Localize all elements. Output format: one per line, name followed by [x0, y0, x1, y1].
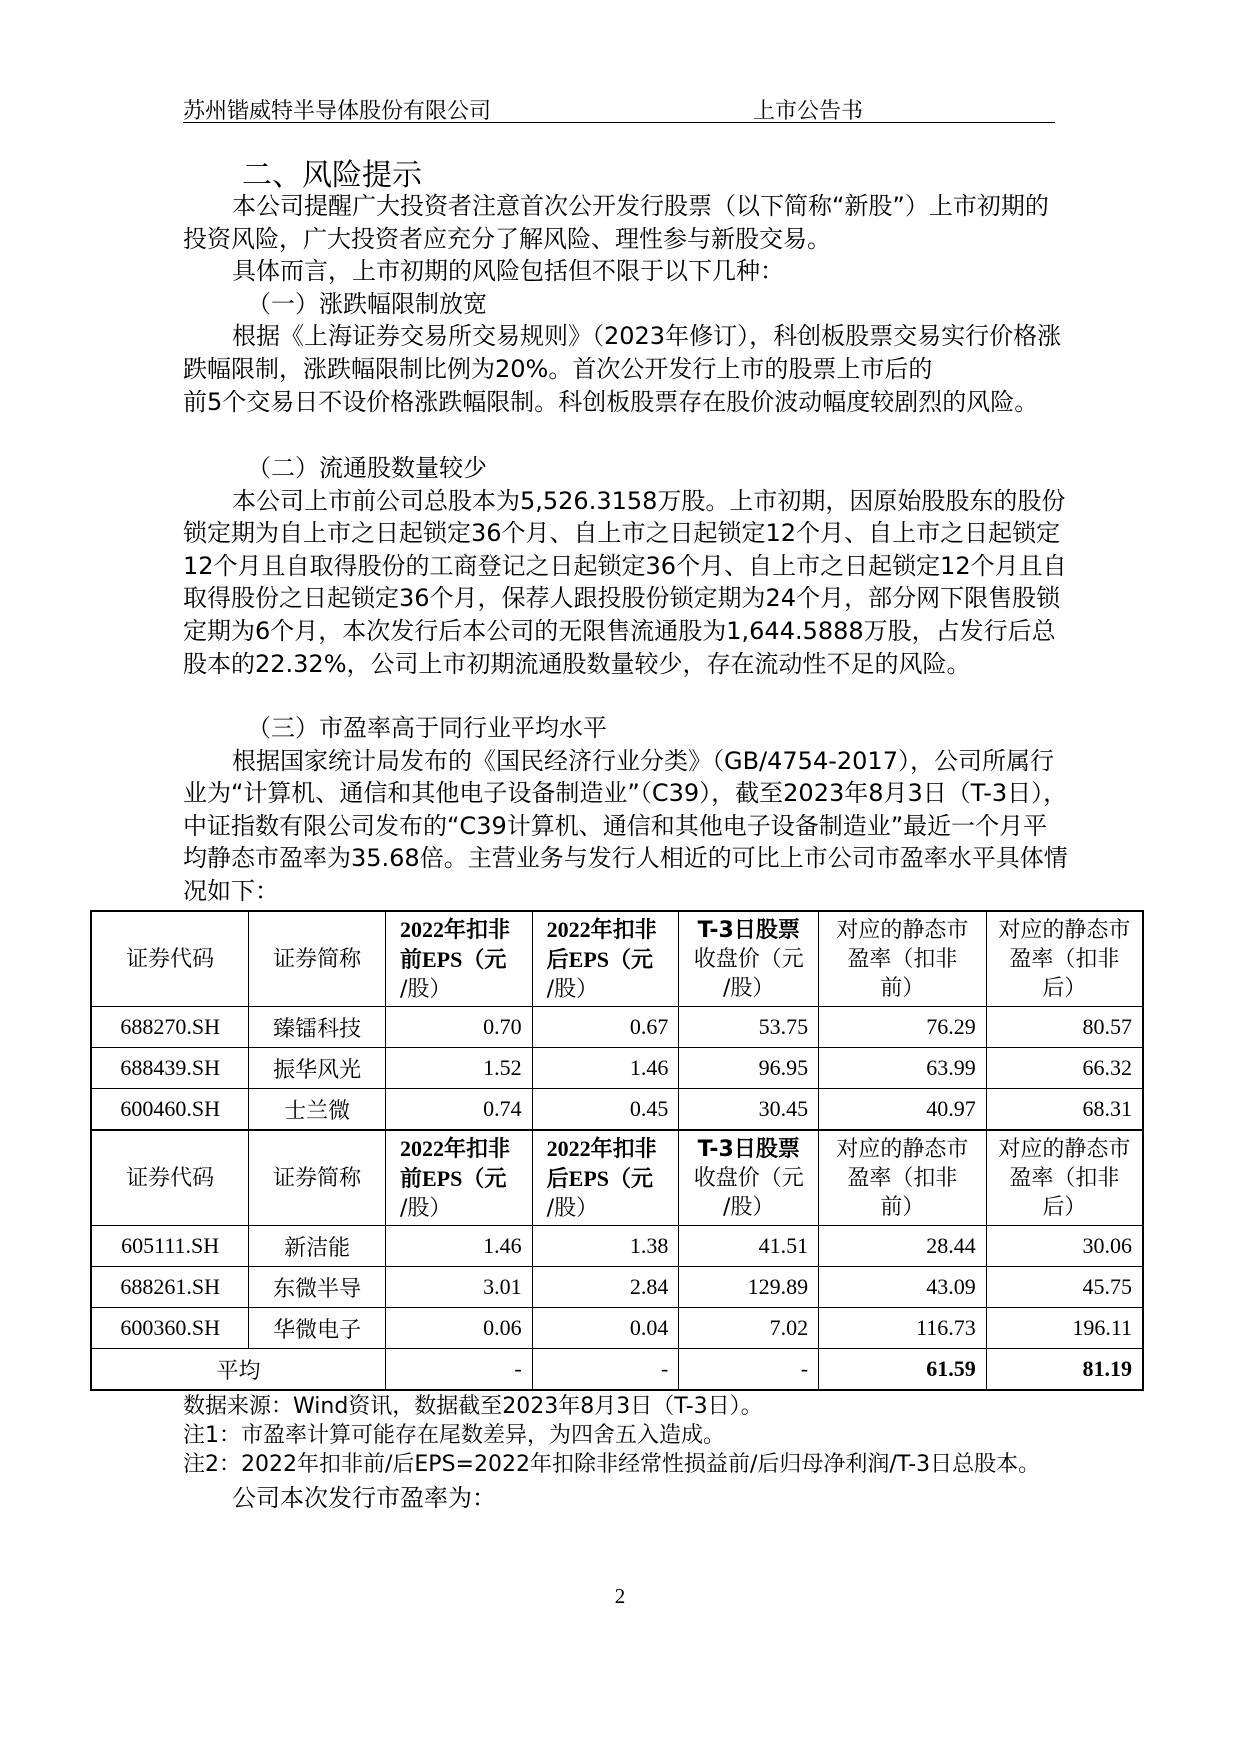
cell-eps-before: 3.01: [385, 1267, 532, 1308]
intro-block: [183, 190, 1068, 418]
intro-paragraph: 本公司提醒广大投资者注意首次公开发行股票（以下简称“新股”）上市初期的投资风险，广大投资者应充分了解风险、理性参与新股交易。: [183, 192, 1049, 253]
cell-eps-before: 1.52: [385, 1048, 532, 1089]
cell-eps-before: 1.46: [385, 1226, 532, 1267]
data-source-note: 数据来源：Wind资讯，数据截至2023年8月3日（T-3日）。: [183, 1394, 763, 1419]
cell-price: 96.95: [679, 1048, 819, 1089]
closing-line: 公司本次发行市盈率为：: [232, 1484, 496, 1512]
cell-price: 30.45: [679, 1089, 819, 1131]
cell-pe-before: 40.97: [819, 1089, 987, 1131]
table-header-row-repeat: [91, 1130, 1143, 1226]
header-name: 证券简称: [249, 911, 386, 1007]
page-header: [183, 92, 1055, 123]
cell-eps-before: 0.74: [385, 1089, 532, 1131]
average-price: -: [679, 1349, 819, 1391]
cell-name: 臻镭科技: [249, 1007, 386, 1048]
cell-code: 688261.SH: [91, 1267, 249, 1308]
average-eps-after: -: [532, 1349, 679, 1391]
cell-pe-before: 43.09: [819, 1267, 987, 1308]
cell-name: 华微电子: [249, 1308, 386, 1349]
pe-comparison-table: [90, 910, 1144, 1391]
header-pe-after: 对应的静态市 盈率（扣非 后）: [986, 1130, 1143, 1226]
table-average-row: [91, 1349, 1143, 1391]
table-row: [91, 1226, 1143, 1267]
cell-pe-after: 66.32: [986, 1048, 1143, 1089]
cell-price: 7.02: [679, 1308, 819, 1349]
header-eps-before: 2022年扣非 前EPS（元 /股）: [385, 1130, 532, 1226]
table-notes: [183, 1392, 1040, 1479]
header-pe-before: 对应的静态市 盈率（扣非 前）: [819, 911, 987, 1007]
cell-name: 士兰微: [249, 1089, 386, 1131]
table-row: [91, 1007, 1143, 1048]
risk2-paragraph: 本公司上市前公司总股本为5,526.3158万股。上市初期，因原始股股东的股份锁定期为自上市之日起锁定36个月、自上市之日起锁定12个月、自上市之日起锁定12个月且自取得股份的工商登记之日起锁定36个月、自上市之日起锁定12个月且自取得股份之日起锁定36个月，保荐人跟投股份锁定期为24个月，部分网下限售股锁定期为6个月，本次发行后本公司的无限售流通股为1,644.5888万股，占发行后总股本的22.32%，公司上市初期流通股数量较少，存在流动性不足的风险。: [183, 486, 1067, 678]
table-row: [91, 1089, 1143, 1131]
header-price: T-3日股票 收盘价（元 /股）: [679, 911, 819, 1007]
table-row: [91, 1308, 1143, 1349]
cell-eps-after: 0.67: [532, 1007, 679, 1048]
cell-eps-after: 1.46: [532, 1048, 679, 1089]
cell-eps-before: 0.06: [385, 1308, 532, 1349]
cell-pe-before: 63.99: [819, 1048, 987, 1089]
cell-eps-before: 0.70: [385, 1007, 532, 1048]
cell-name: 振华风光: [249, 1048, 386, 1089]
cell-pe-before: 76.29: [819, 1007, 987, 1048]
page-number: 2: [614, 1584, 626, 1608]
risk2-title: （二）流通股数量较少: [247, 454, 487, 482]
cell-price: 41.51: [679, 1226, 819, 1267]
table-header-row: [91, 911, 1143, 1007]
cell-eps-after: 0.45: [532, 1089, 679, 1131]
cell-code: 600460.SH: [91, 1089, 249, 1131]
average-pe-before: 61.59: [819, 1349, 987, 1391]
average-eps-before: -: [385, 1349, 532, 1391]
note-1: 注1：市盈率计算可能存在尾数差异，为四舍五入造成。: [183, 1423, 725, 1448]
cell-eps-after: 2.84: [532, 1267, 679, 1308]
note-2: 注2：2022年扣非前/后EPS=2022年扣除非经常性损益前/后归母净利润/T-3日总股本。: [183, 1452, 1041, 1477]
cell-pe-after: 80.57: [986, 1007, 1143, 1048]
table-row: [91, 1048, 1143, 1089]
risk1-title: （一）涨跌幅限制放宽: [247, 289, 487, 318]
table-row: [91, 1267, 1143, 1308]
cell-pe-after: 30.06: [986, 1226, 1143, 1267]
header-name: 证券简称: [249, 1130, 386, 1226]
header-pe-before: 对应的静态市 盈率（扣非 前）: [819, 1130, 987, 1226]
intro-list-lead: 具体而言，上市初期的风险包括但不限于以下几种：: [232, 257, 784, 286]
cell-code: 600360.SH: [91, 1308, 249, 1349]
cell-pe-after: 196.11: [986, 1308, 1143, 1349]
average-label: 平均: [91, 1349, 385, 1391]
cell-eps-after: 0.04: [532, 1308, 679, 1349]
header-pe-after: 对应的静态市 盈率（扣非 后）: [986, 911, 1143, 1007]
cell-price: 53.75: [679, 1007, 819, 1048]
header-eps-after: 2022年扣非 后EPS（元 /股）: [532, 911, 679, 1007]
risk3-paragraph: 根据国家统计局发布的《国民经济行业分类》（GB/4754-2017），公司所属行业为“计算机、通信和其他电子设备制造业”（C39），截至2023年8月3日（T-3日），中证指数有限公司发布的“C39计算机、通信和其他电子设备制造业”最近一个月平均静态市盈率为35.68倍。主营业务与发行人相近的可比上市公司市盈率水平具体情况如下：: [183, 746, 1068, 905]
risk2-block: [183, 452, 1068, 680]
cell-name: 新洁能: [249, 1226, 386, 1267]
cell-name: 东微半导: [249, 1267, 386, 1308]
header-code: 证券代码: [91, 1130, 249, 1226]
header-doc-type: 上市公告书: [753, 99, 864, 124]
header-price: T-3日股票 收盘价（元 /股）: [679, 1130, 819, 1226]
cell-eps-after: 1.38: [532, 1226, 679, 1267]
header-eps-before: 2022年扣非 前EPS（元 /股）: [385, 911, 532, 1007]
cell-price: 129.89: [679, 1267, 819, 1308]
header-eps-after: 2022年扣非 后EPS（元 /股）: [532, 1130, 679, 1226]
average-pe-after: 81.19: [986, 1349, 1143, 1391]
risk1-paragraph-a: 根据《上海证券交易所交易规则》（2023年修订），科创板股票交易实行价格涨跌幅限制，涨跌幅限制比例为20%。首次公开发行上市的股票上市后的: [183, 322, 1062, 383]
cell-pe-after: 45.75: [986, 1267, 1143, 1308]
cell-pe-after: 68.31: [986, 1089, 1143, 1131]
risk3-block: [183, 712, 1068, 908]
cell-code: 605111.SH: [91, 1226, 249, 1267]
cell-pe-before: 116.73: [819, 1308, 987, 1349]
risk3-title: （三）市盈率高于同行业平均水平: [247, 714, 607, 742]
cell-code: 688439.SH: [91, 1048, 249, 1089]
cell-pe-before: 28.44: [819, 1226, 987, 1267]
section-title: 二、风险提示: [242, 158, 422, 193]
risk1-paragraph-b: 前5个交易日不设价格涨跌幅限制。科创板股票存在股价波动幅度较剧烈的风险。: [183, 387, 1039, 416]
header-code: 证券代码: [91, 911, 249, 1007]
header-company-name: 苏州锴威特半导体股份有限公司: [183, 99, 492, 124]
cell-code: 688270.SH: [91, 1007, 249, 1048]
